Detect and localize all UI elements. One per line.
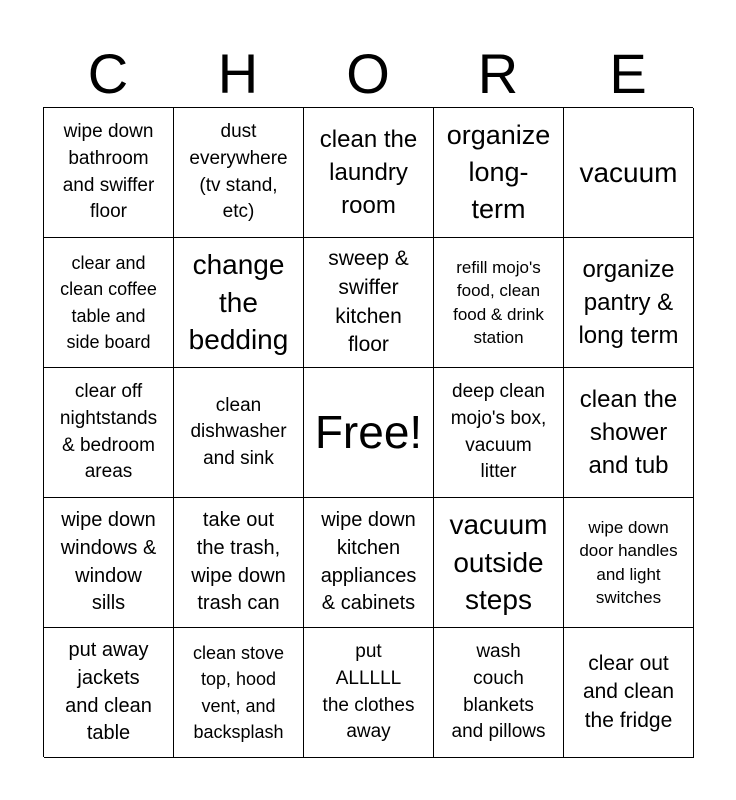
bingo-cell [434, 368, 564, 498]
cell-text: refill mojo's food, clean food & drink station [453, 257, 544, 347]
bingo-cell [564, 108, 694, 238]
bingo-board [43, 107, 693, 757]
bingo-cell [174, 498, 304, 628]
bingo-cell [564, 368, 694, 498]
bingo-cell [434, 238, 564, 368]
bingo-cell [564, 628, 694, 758]
bingo-cell [44, 238, 174, 368]
bingo-header [43, 40, 693, 108]
cell-text: wipe down kitchen appliances & cabinets [320, 509, 417, 615]
bingo-cell [304, 238, 434, 368]
cell-text: vacuum outside steps [449, 508, 548, 616]
bingo-cell [304, 628, 434, 758]
free-space-cell [304, 368, 434, 498]
cell-text: clear off nightstands & bedroom areas [59, 381, 158, 483]
cell-text: wipe down windows & window sills [60, 509, 157, 615]
cell-text: vacuum [579, 156, 678, 188]
free-space-text: Free! [314, 405, 423, 458]
cell-text: clear out and clean the fridge [582, 651, 675, 732]
bingo-cell [564, 498, 694, 628]
bingo-cell [434, 108, 564, 238]
cell-text: change the bedding [188, 248, 289, 356]
header-letter-e: E [609, 42, 647, 105]
cell-text: clean the shower and tub [579, 385, 678, 480]
cell-text: clean the laundry room [319, 125, 418, 220]
header-letter-r: R [477, 42, 519, 105]
bingo-cell [174, 368, 304, 498]
header-letter-h: H [217, 42, 259, 105]
bingo-cell [434, 498, 564, 628]
header-letter-c: C [87, 42, 129, 105]
bingo-cell [304, 108, 434, 238]
cell-text: clean dishwasher and sink [190, 394, 287, 469]
cell-text: clean stove top, hood vent, and backsplash [192, 642, 285, 742]
cell-text: dust everywhere (tv stand, etc) [189, 121, 288, 223]
cell-text: wipe down door handles and light switches [579, 517, 678, 607]
cell-text: wash couch blankets and pillows [451, 641, 546, 743]
bingo-cell [174, 108, 304, 238]
cell-text: take out the trash, wipe down trash can [191, 509, 286, 615]
cell-text: deep clean mojo's box, vacuum litter [450, 381, 547, 483]
cell-text: sweep & swiffer kitchen floor [328, 247, 409, 357]
bingo-cell [44, 628, 174, 758]
bingo-cell [434, 628, 564, 758]
cell-text: wipe down bathroom and swiffer floor [62, 121, 155, 223]
bingo-cell [174, 238, 304, 368]
cell-text: organize long- term [446, 119, 551, 225]
bingo-cell [44, 498, 174, 628]
cell-text: put ALLLLL the clothes away [322, 641, 415, 743]
bingo-cell [304, 498, 434, 628]
bingo-cell [44, 108, 174, 238]
cell-text: clear and clean coffee table and side board [60, 252, 157, 352]
cell-text: organize pantry & long term [578, 255, 679, 350]
bingo-cell [564, 238, 694, 368]
header-letter-o: O [346, 42, 390, 105]
bingo-cell [44, 368, 174, 498]
cell-text: put away jackets and clean table [65, 639, 152, 745]
bingo-cell [174, 628, 304, 758]
